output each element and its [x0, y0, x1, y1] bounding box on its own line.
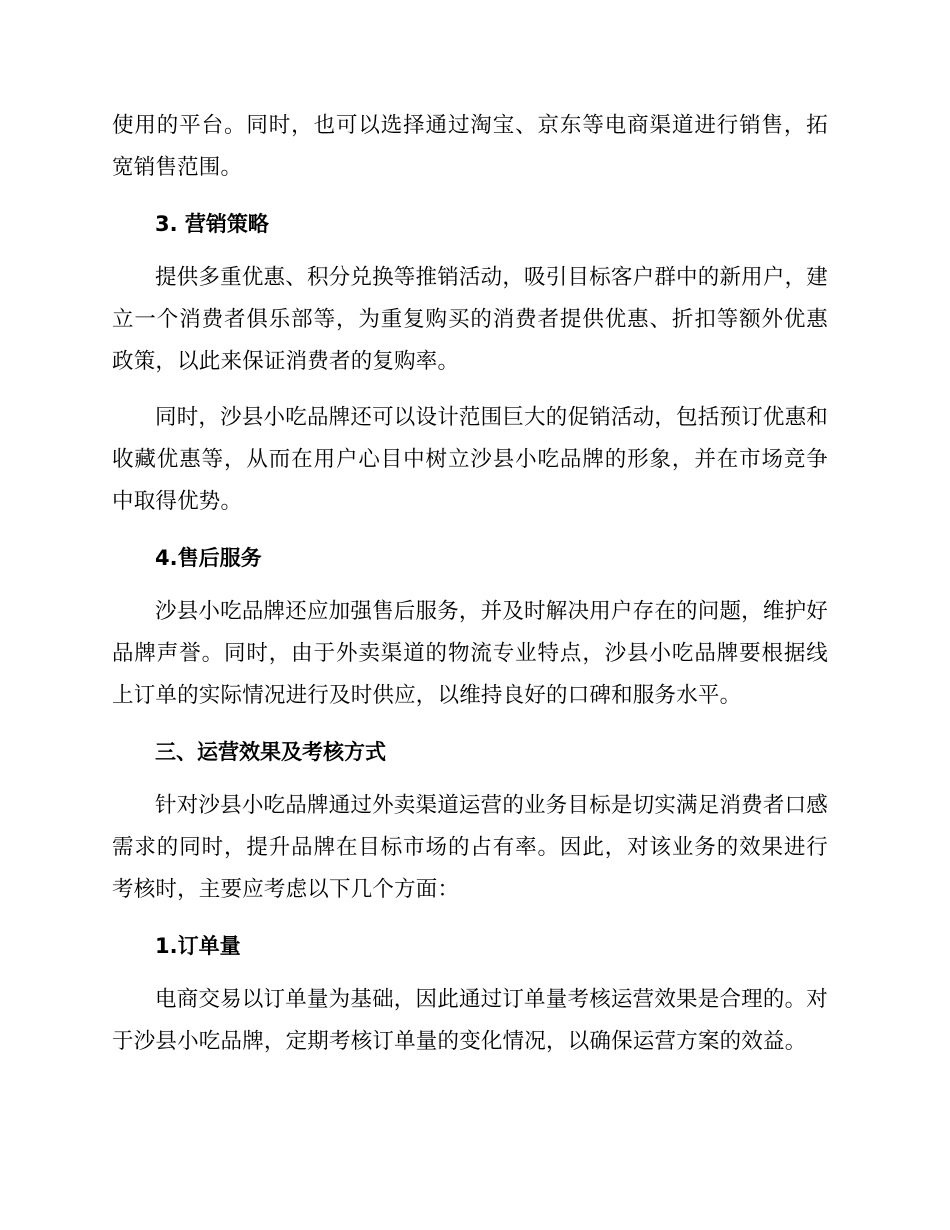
document-body	[112, 105, 828, 1063]
heading-after-sales: 4.售后服务	[155, 546, 262, 570]
paragraph-business-goal: 针对沙县小吃品牌通过外卖渠道运营的业务目标是切实满足消费者口感需求的同时，提升品牌在目标市场的占有率。因此，对该业务的效果进行考核时，主要应考虑以下几个方面：	[112, 793, 828, 902]
paragraph-after-sales: 沙县小吃品牌还应加强售后服务，并及时解决用户存在的问题，维护好品牌声誉。同时，由于外卖渠道的物流专业特点，沙县小吃品牌要根据线上订单的实际情况进行及时供应，以维持良好的口碑和服务水平。	[112, 599, 828, 708]
heading-marketing-strategy: 3. 营销策略	[155, 212, 269, 236]
heading-operation-effect: 三、运营效果及考核方式	[155, 740, 386, 764]
heading-order-volume: 1.订单量	[155, 934, 241, 958]
paragraph-promo-campaign: 同时，沙县小吃品牌还可以设计范围巨大的促销活动，包括预订优惠和收藏优惠等，从而在用户心目中树立沙县小吃品牌的形象，并在市场竞争中取得优势。	[112, 405, 828, 514]
paragraph-promotions: 提供多重优惠、积分兑换等推销活动，吸引目标客户群中的新用户，建立一个消费者俱乐部等，为重复购买的消费者提供优惠、折扣等额外优惠政策，以此来保证消费者的复购率。	[112, 265, 828, 374]
paragraph-platform-continued: 使用的平台。同时，也可以选择通过淘宝、京东等电商渠道进行销售，拓宽销售范围。	[112, 113, 828, 180]
paragraph-order-volume: 电商交易以订单量为基础，因此通过订单量考核运营效果是合理的。对于沙县小吃品牌，定期考核订单量的变化情况，以确保运营方案的效益。	[112, 987, 828, 1054]
